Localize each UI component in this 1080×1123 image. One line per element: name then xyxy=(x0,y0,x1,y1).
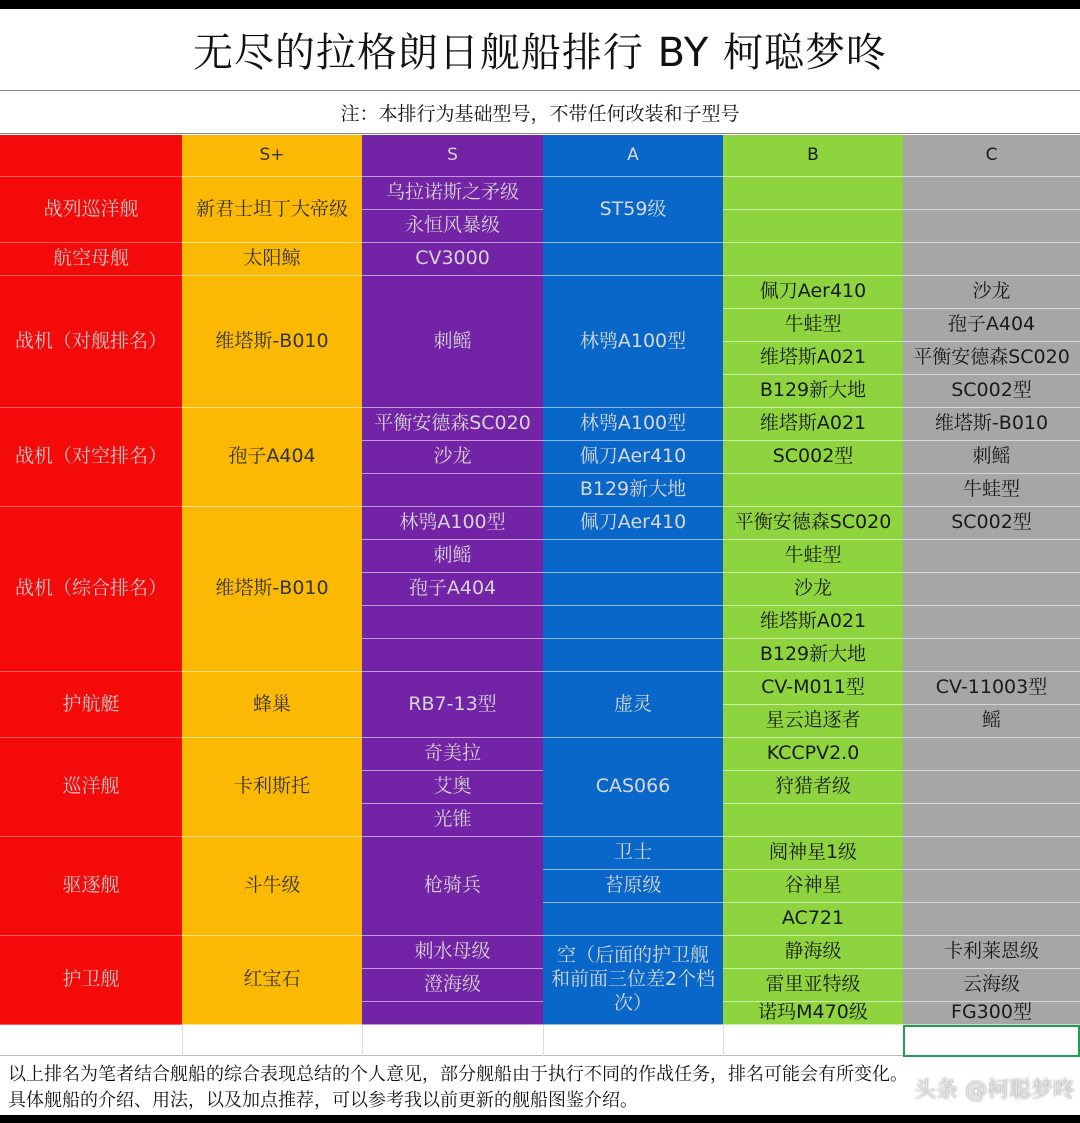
header-cell xyxy=(0,135,182,177)
tier-c-cell xyxy=(903,243,1080,276)
tier-b-cell: B129新大地 xyxy=(723,639,903,672)
ranking-note: 注：本排行为基础型号，不带任何改装和子型号 xyxy=(0,92,1080,134)
tier-s-cell: 林鸮A100型 xyxy=(362,507,543,540)
tier-b-cell: KCCPV2.0 xyxy=(723,738,903,771)
footer-line-2: 具体舰船的介绍、用法，以及加点推荐，可以参考我以前更新的舰船图鉴介绍。 xyxy=(8,1090,638,1111)
tier-splus-cell: 蜂巢 xyxy=(182,672,362,738)
tier-c-cell: 刺鳐 xyxy=(903,441,1080,474)
tier-s-cell: CV3000 xyxy=(362,243,543,276)
tier-a-cell: B129新大地 xyxy=(543,474,723,507)
tier-s-cell: 刺鳐 xyxy=(362,540,543,573)
tier-c-cell: 平衡安德森SC020 xyxy=(903,342,1080,375)
tier-s-cell: 艾奥 xyxy=(362,771,543,804)
tier-b-cell xyxy=(723,210,903,243)
tier-s-cell: 平衡安德森SC020 xyxy=(362,408,543,441)
tier-a-cell xyxy=(543,639,723,672)
footer-line-1: 以上排名为笔者结合舰船的综合表现总结的个人意见，部分舰船由于执行不同的作战任务，排名可能会有所变化。 xyxy=(8,1064,908,1085)
tier-s-cell: 刺鳐 xyxy=(362,276,543,408)
tier-b-cell: 星云追逐者 xyxy=(723,705,903,738)
tier-b-cell: 谷神星 xyxy=(723,870,903,903)
tier-s-cell: 澄海级 xyxy=(362,969,543,1002)
category-cell: 护卫舰 xyxy=(0,936,182,1025)
tier-a-cell: 佩刀Aer410 xyxy=(543,441,723,474)
tier-c-cell xyxy=(903,837,1080,870)
tier-b-cell: 沙龙 xyxy=(723,573,903,606)
tier-splus-cell: 斗牛级 xyxy=(182,837,362,936)
header-cell: S xyxy=(362,135,543,177)
tier-c-cell xyxy=(903,903,1080,936)
category-column xyxy=(0,135,182,1025)
category-cell: 航空母舰 xyxy=(0,243,182,276)
tier-b-cell: 狩猎者级 xyxy=(723,771,903,804)
tier-b-cell: 静海级 xyxy=(723,936,903,969)
tier-c-cell: FG300型 xyxy=(903,1002,1080,1025)
tier-a-cell xyxy=(543,606,723,639)
tier-b-cell: CV-M011型 xyxy=(723,672,903,705)
tier-c-cell xyxy=(903,738,1080,771)
tier-c-cell xyxy=(903,639,1080,672)
tier-s-cell: 永恒风暴级 xyxy=(362,210,543,243)
tier-a-column xyxy=(543,135,723,1025)
header-cell: S+ xyxy=(182,135,362,177)
tier-c-cell xyxy=(903,771,1080,804)
tier-c-cell xyxy=(903,177,1080,210)
tier-a-cell: 卫士 xyxy=(543,837,723,870)
category-cell: 护航艇 xyxy=(0,672,182,738)
tier-c-cell: SC002型 xyxy=(903,507,1080,540)
tier-b-cell: B129新大地 xyxy=(723,375,903,408)
tier-a-cell: CAS066 xyxy=(543,738,723,837)
tier-s-cell xyxy=(362,474,543,507)
tier-a-cell: 佩刀Aer410 xyxy=(543,507,723,540)
tier-a-cell xyxy=(543,243,723,276)
tier-b-cell: 维塔斯A021 xyxy=(723,342,903,375)
tier-a-cell: 空（后面的护卫舰和前面三位差2个档次） xyxy=(543,936,723,1025)
tier-s-cell: 枪骑兵 xyxy=(362,837,543,936)
ranking-table xyxy=(0,135,1080,1025)
category-cell: 战机（对空排名） xyxy=(0,408,182,507)
tier-c-cell: 云海级 xyxy=(903,969,1080,1002)
tier-a-cell: 林鸮A100型 xyxy=(543,276,723,408)
category-cell: 战列巡洋舰 xyxy=(0,177,182,243)
category-cell: 战机（对舰排名） xyxy=(0,276,182,408)
tier-b-cell: 维塔斯A021 xyxy=(723,408,903,441)
category-cell: 战机（综合排名） xyxy=(0,507,182,672)
tier-c-cell: 鳐 xyxy=(903,705,1080,738)
tier-a-cell xyxy=(543,903,723,936)
tier-splus-cell: 太阳鲸 xyxy=(182,243,362,276)
tier-b-cell: 牛蛙型 xyxy=(723,540,903,573)
tier-c-cell xyxy=(903,804,1080,837)
tier-s-column xyxy=(362,135,543,1025)
tier-c-cell: 孢子A404 xyxy=(903,309,1080,342)
ranking-sheet xyxy=(0,9,1080,1115)
category-cell: 驱逐舰 xyxy=(0,837,182,936)
tier-c-column xyxy=(903,135,1080,1025)
selected-cell[interactable] xyxy=(903,1025,1080,1057)
tier-splus-cell: 新君士坦丁大帝级 xyxy=(182,177,362,243)
tier-b-cell: 佩刀Aer410 xyxy=(723,276,903,309)
tier-c-cell: CV-11003型 xyxy=(903,672,1080,705)
tier-c-cell: 维塔斯-B010 xyxy=(903,408,1080,441)
tier-b-cell: 诺玛M470级 xyxy=(723,1002,903,1025)
tier-s-cell xyxy=(362,1002,543,1025)
tier-b-cell: 雷里亚特级 xyxy=(723,969,903,1002)
tier-s-cell: 乌拉诺斯之矛级 xyxy=(362,177,543,210)
tier-splus-cell: 红宝石 xyxy=(182,936,362,1025)
tier-s-cell: 孢子A404 xyxy=(362,573,543,606)
tier-s-cell xyxy=(362,606,543,639)
tier-s-cell: 沙龙 xyxy=(362,441,543,474)
tier-a-cell: 林鸮A100型 xyxy=(543,408,723,441)
tier-s-cell: 刺水母级 xyxy=(362,936,543,969)
tier-a-cell: 苔原级 xyxy=(543,870,723,903)
tier-c-cell xyxy=(903,606,1080,639)
tier-b-cell: 维塔斯A021 xyxy=(723,606,903,639)
tier-c-cell: 沙龙 xyxy=(903,276,1080,309)
tier-b-cell: AC721 xyxy=(723,903,903,936)
tier-s-cell xyxy=(362,639,543,672)
tier-b-cell xyxy=(723,804,903,837)
tier-b-cell: 阋神星1级 xyxy=(723,837,903,870)
category-cell: 巡洋舰 xyxy=(0,738,182,837)
tier-s-cell: 奇美拉 xyxy=(362,738,543,771)
tier-c-cell: SC002型 xyxy=(903,375,1080,408)
header-cell: A xyxy=(543,135,723,177)
tier-splus-column xyxy=(182,135,362,1025)
tier-b-cell xyxy=(723,474,903,507)
header-cell: B xyxy=(723,135,903,177)
tier-c-cell xyxy=(903,210,1080,243)
tier-b-column xyxy=(723,135,903,1025)
page-title: 无尽的拉格朗日舰船排行 BY 柯聪梦咚 xyxy=(0,9,1080,91)
tier-a-cell xyxy=(543,573,723,606)
tier-c-cell: 牛蛙型 xyxy=(903,474,1080,507)
header-cell: C xyxy=(903,135,1080,177)
tier-c-cell xyxy=(903,870,1080,903)
tier-splus-cell: 维塔斯-B010 xyxy=(182,507,362,672)
watermark: 头条 @柯聪梦咚 xyxy=(914,1077,1075,1103)
tier-b-cell xyxy=(723,243,903,276)
tier-c-cell xyxy=(903,573,1080,606)
tier-b-cell: SC002型 xyxy=(723,441,903,474)
tier-b-cell: 牛蛙型 xyxy=(723,309,903,342)
tier-a-cell: 虚灵 xyxy=(543,672,723,738)
tier-splus-cell: 维塔斯-B010 xyxy=(182,276,362,408)
tier-c-cell: 卡利莱恩级 xyxy=(903,936,1080,969)
tier-b-cell xyxy=(723,177,903,210)
tier-b-cell: 平衡安德森SC020 xyxy=(723,507,903,540)
tier-a-cell xyxy=(543,540,723,573)
tier-splus-cell: 孢子A404 xyxy=(182,408,362,507)
tier-s-cell: 光锥 xyxy=(362,804,543,837)
tier-splus-cell: 卡利斯托 xyxy=(182,738,362,837)
tier-c-cell xyxy=(903,540,1080,573)
tier-a-cell: ST59级 xyxy=(543,177,723,243)
tier-s-cell: RB7-13型 xyxy=(362,672,543,738)
